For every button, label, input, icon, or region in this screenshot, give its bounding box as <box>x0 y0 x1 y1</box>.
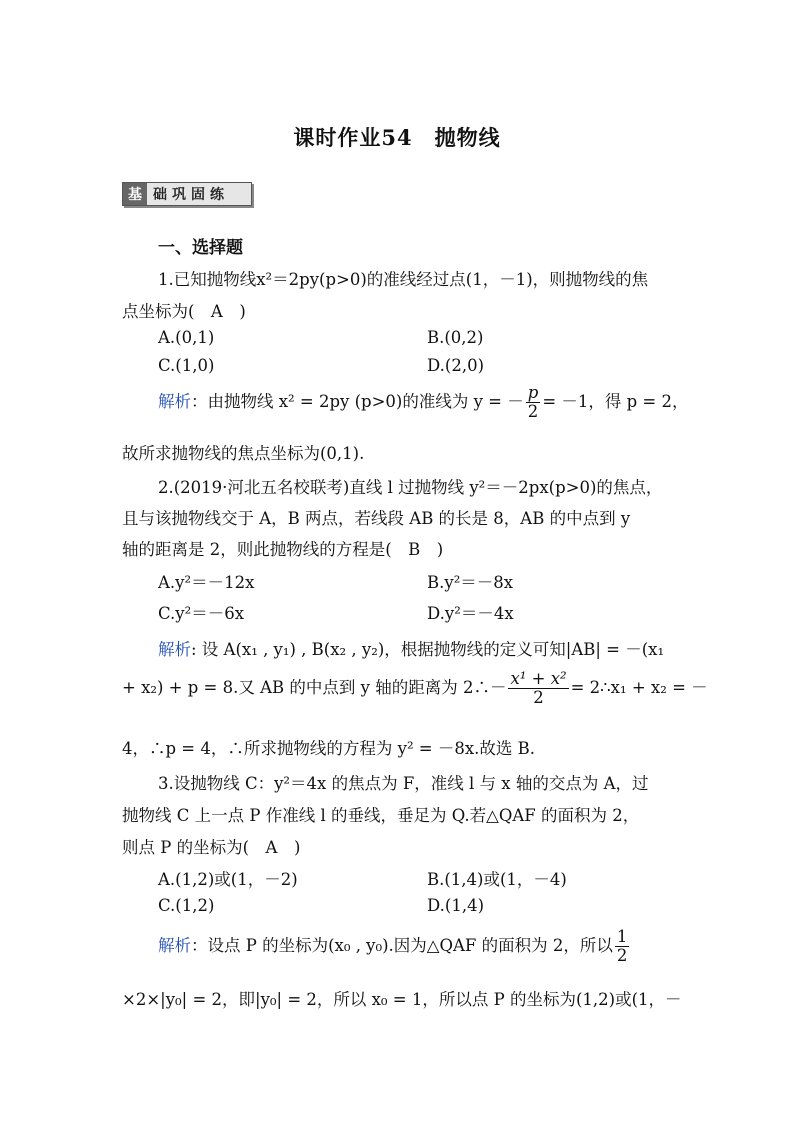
q2-option-b: B.y²＝－8x <box>427 573 514 592</box>
q2-option-d: D.y²＝－4x <box>427 604 514 623</box>
q3-stem-line1: 3.设抛物线 C：y²＝4x 的焦点为 F，准线 l 与 x 轴的交点为 A，过 <box>158 774 649 793</box>
q1-solution-label: 解析 <box>158 392 191 411</box>
q3-stem-line2: 抛物线 C 上一点 P 作准线 l 的垂线，垂足为 Q.若△QAF 的面积为 2， <box>122 806 640 825</box>
q2-solution-line2 <box>122 670 708 707</box>
q3-solution-line1 <box>158 928 631 965</box>
q3-solution-text-a: ：设点 P 的坐标为(x₀ , y₀).因为△QAF 的面积为 2，所以 <box>191 936 613 955</box>
q2-frac-den: 2 <box>533 688 544 707</box>
q1-option-a: A.(0,1) <box>158 328 215 347</box>
q3-fraction <box>615 928 630 965</box>
q3-option-d: D.(1,4) <box>427 896 485 915</box>
section-badge <box>122 182 252 206</box>
q2-stem-line3: 轴的距离是 2，则此抛物线的方程是( B ) <box>122 540 444 559</box>
q1-option-d: D.(2,0) <box>427 356 485 375</box>
q2-stem-line2: 且与该抛物线交于 A，B 两点，若线段 AB 的长是 8，AB 的中点到 y <box>122 509 631 528</box>
q1-frac-den: 2 <box>527 402 539 421</box>
q2-solution-label: 解析 <box>158 640 191 659</box>
q3-solution-label: 解析 <box>158 936 191 955</box>
q1-stem-line1: 1.已知抛物线x²＝2py(p>0)的准线经过点(1，－1)，则抛物线的焦 <box>158 270 649 289</box>
q1-solution-line2: 故所求抛物线的焦点坐标为(0,1). <box>122 444 365 463</box>
q2-solution-text-a: : 设 A(x₁ , y₁) , B(x₂ , y₂)，根据抛物线的定义可知|AB| = －(x₁ <box>191 640 665 659</box>
q2-option-c: C.y²＝－6x <box>158 604 245 623</box>
q2-frac-num: x¹ + x² <box>510 669 567 688</box>
q3-solution-line2: ×2×|y₀| = 2，即|y₀| = 2，所以 x₀ = 1，所以点 P 的坐标为(1,2)或(1，－ <box>122 990 682 1009</box>
q3-option-c: C.(1,2) <box>158 896 215 915</box>
q1-fraction <box>526 384 541 421</box>
q2-solution-text-b: + x₂) + p = 8.又 AB 的中点到 y 轴的距离为 2∴－ <box>122 678 507 697</box>
q1-solution-text-b: = －1，得 p = 2， <box>542 392 689 411</box>
q3-frac-num: 1 <box>616 927 628 946</box>
q2-solution-line3: 4，∴p = 4，∴所求抛物线的方程为 y² = －8x.故选 B. <box>122 739 536 758</box>
q1-solution-line1 <box>158 384 689 421</box>
q3-option-b: B.(1,4)或(1，－4) <box>427 870 567 889</box>
q2-stem-line1: 2.(2019·河北五名校联考)直线 l 过抛物线 y²＝－2px(p>0)的焦点， <box>158 478 663 497</box>
page-title: 课时作业54 抛物线 <box>293 125 501 150</box>
q2-option-a: A.y²＝－12x <box>158 573 255 592</box>
q1-option-b: B.(0,2) <box>427 328 484 347</box>
q3-frac-den: 2 <box>616 946 628 965</box>
q3-stem-line3: 则点 P 的坐标为( A ) <box>122 838 301 857</box>
badge-first-char: 基 <box>123 183 147 205</box>
q1-stem-line2: 点坐标为( A ) <box>122 302 246 321</box>
q1-frac-num: p <box>527 383 539 402</box>
badge-label: 础巩固练 <box>153 187 229 203</box>
q3-option-a: A.(1,2)或(1，－2) <box>158 870 298 889</box>
q2-solution-text-c: = 2∴x₁ + x₂ = － <box>570 678 708 697</box>
section-heading: 一、选择题 <box>158 238 243 258</box>
q1-solution-text-a: ：由抛物线 x² = 2py (p>0)的准线为 y = － <box>191 392 524 411</box>
q2-fraction <box>508 670 568 707</box>
q1-option-c: C.(1,0) <box>158 356 215 375</box>
q2-solution-line1 <box>158 636 664 660</box>
